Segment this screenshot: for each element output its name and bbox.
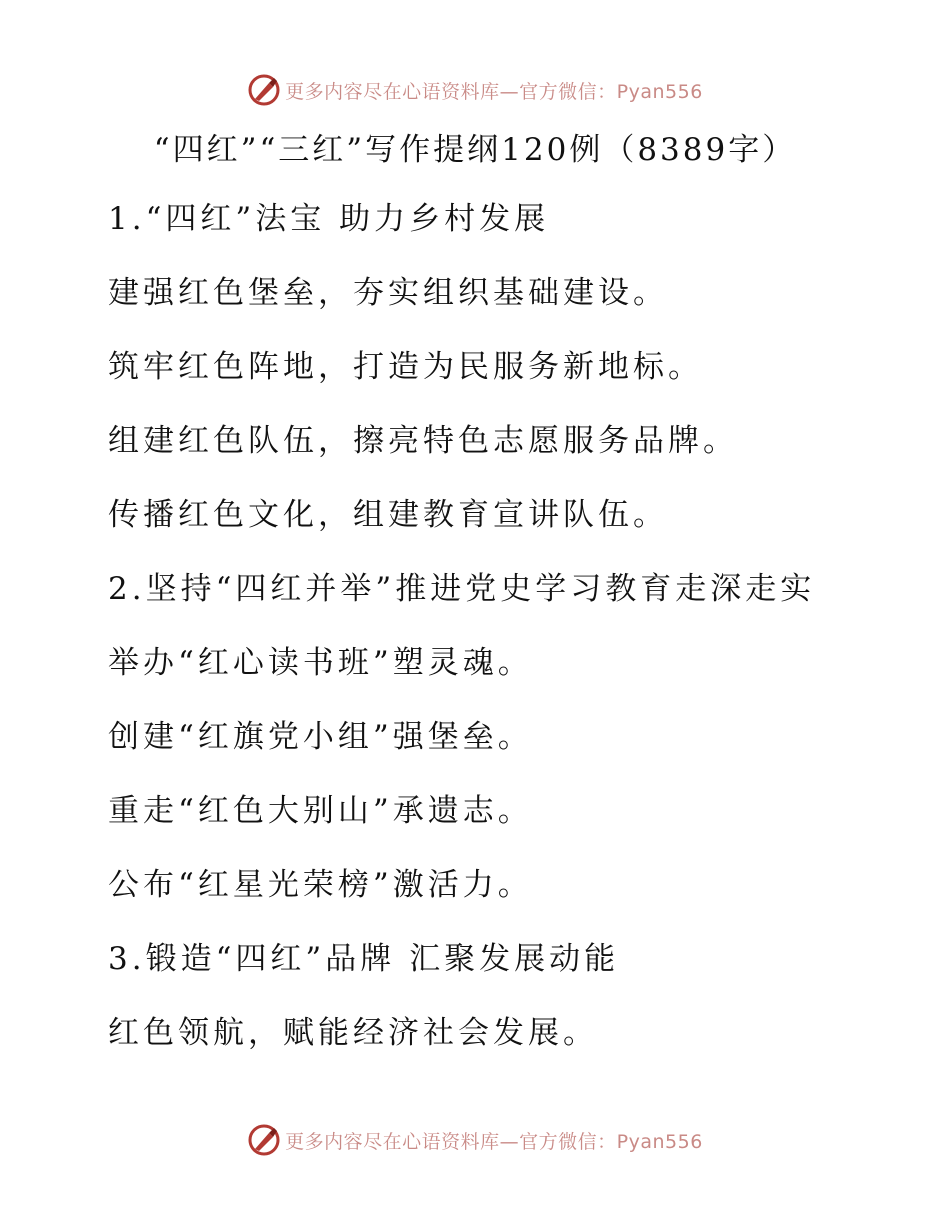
outline-line: 红色领航，赋能经济社会发展。 [108,1015,598,1051]
outline-line: 1.“四红”法宝 助力乡村发展 [108,201,550,237]
outline-line: 2.坚持“四红并举”推进党史学习教育走深走实 [108,571,816,607]
pen-logo-icon [247,73,281,107]
wechat-id: Pyan556 [616,80,703,103]
outline-line: 建强红色堡垒，夯实组织基础建设。 [108,275,668,311]
pen-logo-icon [247,1123,281,1157]
outline-line: 传播红色文化，组建教育宣讲队伍。 [108,497,668,533]
outline-line: 创建“红旗党小组”强堡垒。 [108,719,533,755]
footer-watermark [0,1120,950,1160]
wechat-id: Pyan556 [616,1130,703,1153]
outline-line: 3.锻造“四红”品牌 汇聚发展动能 [108,941,620,977]
header-watermark [0,70,950,110]
outline-line: 举办“红心读书班”塑灵魂。 [108,645,533,681]
watermark-text: 更多内容尽在心语资料库—官方微信：Pyan556 [285,80,703,103]
outline-line: 组建红色队伍，擦亮特色志愿服务品牌。 [108,423,738,459]
watermark-text: 更多内容尽在心语资料库—官方微信：Pyan556 [285,1130,703,1153]
outline-line: 筑牢红色阵地，打造为民服务新地标。 [108,349,703,385]
document-title: “四红”“三红”写作提纲120例（8389字） [153,132,797,168]
outline-line: 重走“红色大别山”承遗志。 [108,793,533,829]
document-body [108,194,908,1082]
outline-line: 公布“红星光荣榜”激活力。 [108,867,533,903]
